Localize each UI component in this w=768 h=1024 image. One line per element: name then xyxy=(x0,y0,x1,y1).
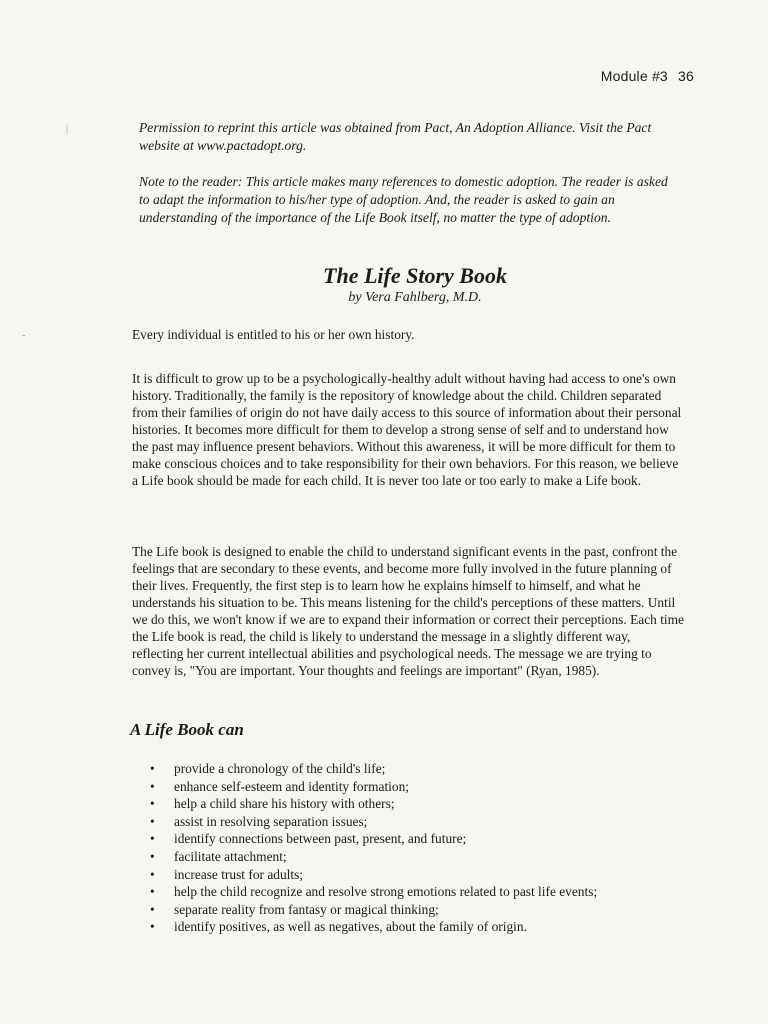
section-heading: A Life Book can xyxy=(130,720,244,739)
list-item-text: separate reality from fantasy or magical thinking; xyxy=(174,901,439,917)
list-item-text: facilitate attachment; xyxy=(174,848,287,864)
benefits-list xyxy=(150,760,690,936)
bullet-icon: • xyxy=(150,866,155,882)
list-item-text: help the child recognize and resolve strong emotions related to past life events; xyxy=(174,884,598,900)
paragraph: It is difficult to grow up to be a psychologically-healthy adult without having had access to one's own history. Traditionally, the family is the repository of knowledge about the child. Children separated from their families of origin do not have daily access to this source of information about their personal histories. It becomes more difficult for them to develop a strong sense of self and to understand how the past may influence present behaviors. Without this awareness, it will be more difficult for them to make conscious choices and to take responsibility for their own behaviors. For this reason, we believe a Life book should be made for each child. It is never too late or too early to make a Life book. xyxy=(132,371,682,488)
list-item-text: identify connections between past, present, and future; xyxy=(174,831,467,847)
paragraph: Every individual is entitled to his or her own history. xyxy=(132,327,415,342)
paragraph: The Life book is designed to enable the child to understand significant events in the past, confront the feelings that are secondary to these events, and become more fully involved in the future planning of their lives. Frequently, the first step is to learn how he explains himself to himself, and what he understands his situation to be. This means listening for the child's perceptions of these matters. Until we do this, we won't know if we are to expand their information or correct their perceptions. Each time the Life book is read, the child is likely to understand the message in a slightly different way, reflecting her current intellectual abilities and psychological needs. The message we are trying to convey is, "You are important. Your thoughts and feelings are important" (Ryan, 1985). xyxy=(132,544,684,678)
list-item xyxy=(150,883,690,901)
bullet-icon: • xyxy=(150,901,155,917)
list-item xyxy=(150,813,690,831)
list-item-text: increase trust for adults; xyxy=(174,866,304,882)
bullet-icon: • xyxy=(150,848,155,864)
page-header xyxy=(601,68,694,84)
module-label: Module #3 xyxy=(600,68,668,84)
bullet-icon: • xyxy=(150,919,155,935)
article-byline: by Vera Fahlberg, M.D. xyxy=(348,290,482,305)
list-item xyxy=(150,830,690,848)
article-title: The Life Story Book xyxy=(323,263,507,288)
list-item xyxy=(150,901,690,919)
list-item xyxy=(150,760,690,778)
bullet-icon: • xyxy=(150,884,155,900)
reader-note: Note to the reader: This article makes many references to domestic adoption. The reader is asked to adapt the information to his/her type of adoption. And, the reader is asked to gain an understanding of the importance of the Life Book itself, no matter the type of adoption. xyxy=(139,174,668,225)
list-item-text: identify positives, as well as negatives, about the family of origin. xyxy=(174,919,527,935)
scan-speck: - xyxy=(22,330,26,341)
bullet-icon: • xyxy=(150,813,155,829)
list-item xyxy=(150,795,690,813)
scan-speck: | xyxy=(66,124,69,135)
list-item-text: enhance self-esteem and identity formation; xyxy=(174,778,409,794)
list-item-text: help a child share his history with others; xyxy=(174,796,395,812)
bullet-icon: • xyxy=(150,796,155,812)
list-item-text: provide a chronology of the child's life; xyxy=(174,761,386,776)
list-item xyxy=(150,848,690,866)
bullet-icon: • xyxy=(150,778,155,794)
page-number: 36 xyxy=(678,68,694,84)
list-item-text: assist in resolving separation issues; xyxy=(174,813,368,829)
bullet-icon: • xyxy=(150,761,155,776)
bullet-icon: • xyxy=(150,831,155,847)
list-item xyxy=(150,866,690,884)
list-item xyxy=(150,918,690,936)
list-item xyxy=(150,778,690,796)
permission-note: Permission to reprint this article was obtained from Pact, An Adoption Alliance. Visit the Pact website at www.pactadopt.org. xyxy=(139,120,652,153)
